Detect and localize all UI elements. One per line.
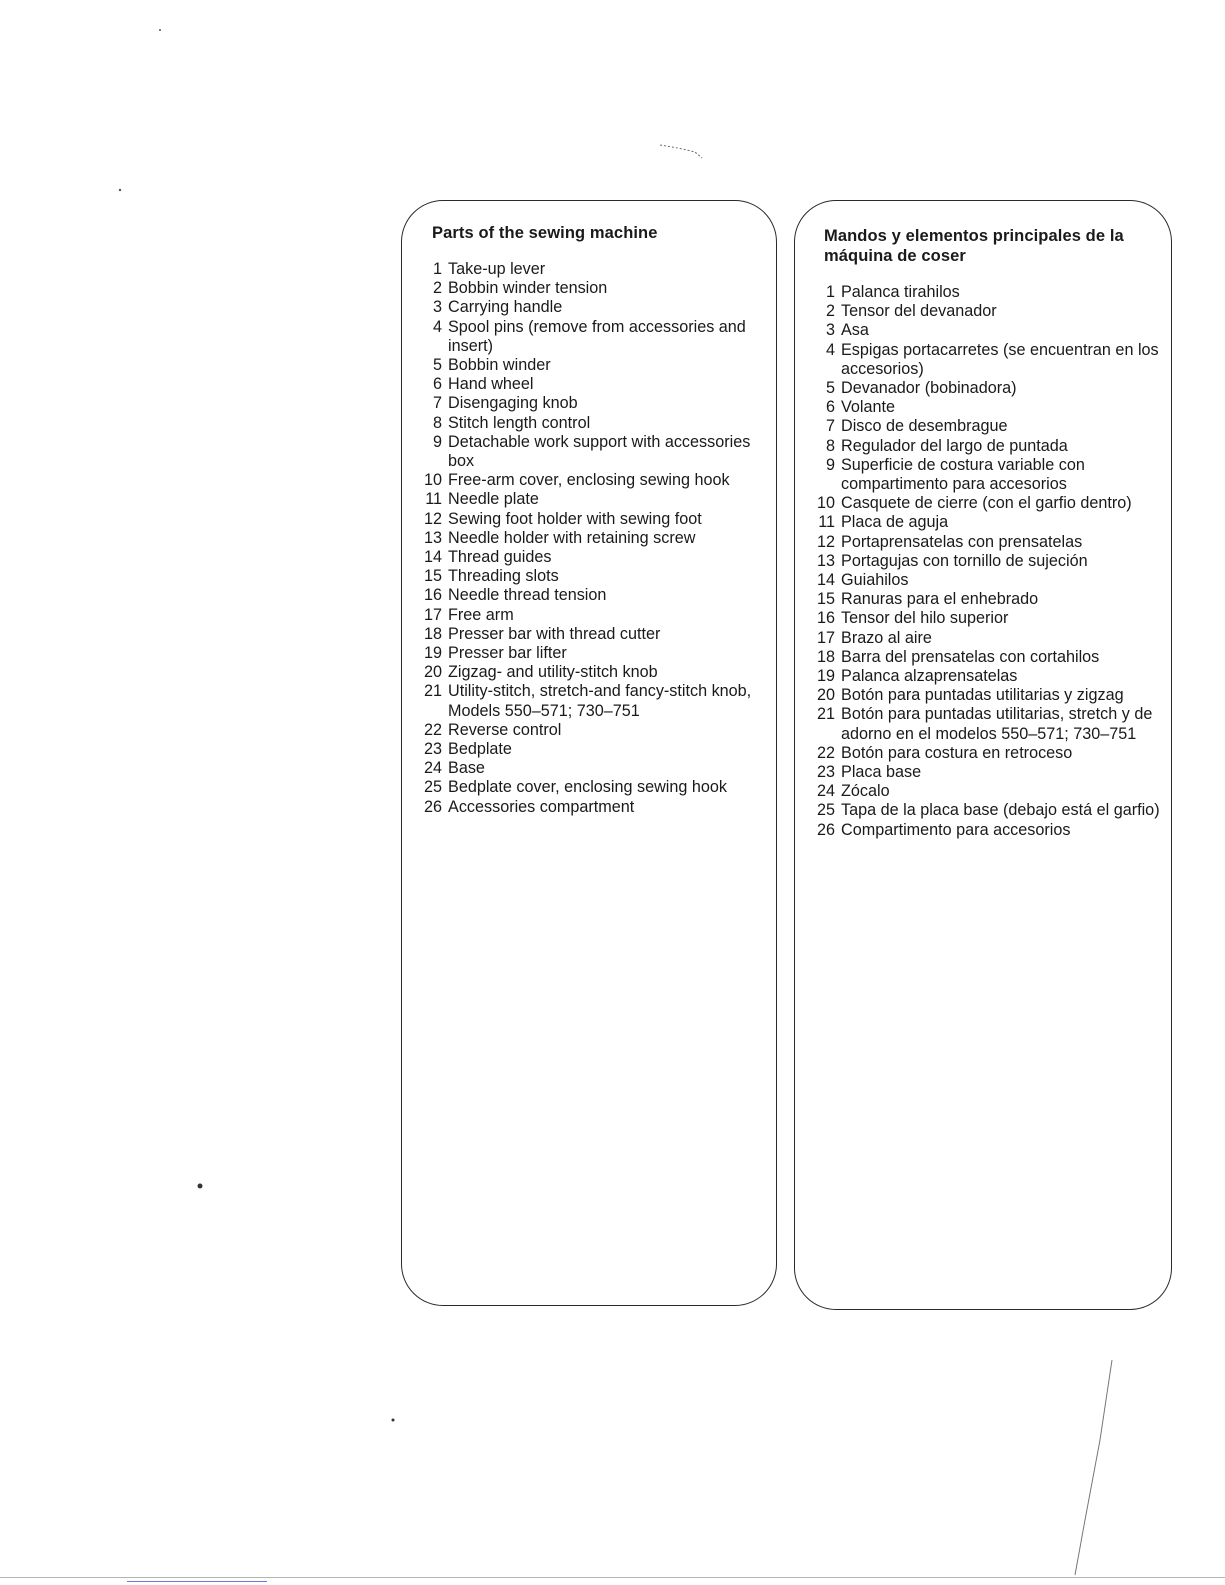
list-item xyxy=(424,394,764,413)
item-number: 25 xyxy=(424,778,443,797)
item-text: Spool pins (remove from accessories and insert) xyxy=(448,317,746,355)
english-panel-title: Parts of the sewing machine xyxy=(432,224,658,242)
item-number: 9 xyxy=(825,455,835,474)
item-number: 5 xyxy=(432,356,442,375)
list-item xyxy=(817,744,1167,763)
item-number: 16 xyxy=(817,609,836,628)
item-text: Disco de desembrague xyxy=(841,417,1008,436)
item-text: Asa xyxy=(841,321,869,340)
item-number: 24 xyxy=(817,782,836,801)
list-item xyxy=(424,548,764,567)
item-number: 18 xyxy=(424,624,443,643)
spanish-panel-title: Mandos y elementos principales de la máquina de coser xyxy=(824,227,1124,265)
item-number: 19 xyxy=(424,644,443,663)
scan-mark xyxy=(127,1581,267,1582)
list-item xyxy=(817,552,1167,571)
list-item xyxy=(424,625,764,644)
item-number: 11 xyxy=(818,513,835,532)
item-text: Tensor del devanador xyxy=(841,302,997,321)
item-number: 9 xyxy=(432,432,442,451)
item-text: Disengaging knob xyxy=(448,394,578,413)
item-text: Devanador (bobinadora) xyxy=(841,379,1017,398)
list-item xyxy=(424,510,764,529)
list-item xyxy=(817,283,1167,302)
item-number: 5 xyxy=(825,379,835,398)
item-text: Accessories compartment xyxy=(448,797,635,816)
item-text: Hand wheel xyxy=(448,375,534,394)
list-item xyxy=(817,648,1167,667)
item-number: 23 xyxy=(817,763,836,782)
list-item xyxy=(424,471,764,490)
item-text: Botón para puntadas utilitarias y zigzag xyxy=(841,686,1124,705)
item-text: Reverse control xyxy=(448,720,562,739)
list-item xyxy=(424,663,764,682)
item-number: 1 xyxy=(432,260,442,278)
item-number: 3 xyxy=(825,321,835,340)
item-text: Barra del prensatelas con cortahilos xyxy=(841,647,1100,666)
list-item xyxy=(817,379,1167,398)
item-text: Ranuras para el enhebrado xyxy=(841,590,1039,609)
item-text: Compartimento para accesorios xyxy=(841,820,1071,839)
item-text: Superficie de costura variable con compartimento para accesorios xyxy=(841,455,1085,494)
list-item xyxy=(424,529,764,548)
list-item xyxy=(424,606,764,625)
list-item xyxy=(817,417,1167,436)
list-item xyxy=(424,279,764,298)
list-item xyxy=(817,686,1167,705)
item-text: Needle thread tension xyxy=(448,586,607,605)
item-number: 16 xyxy=(424,586,443,605)
item-text: Zigzag- and utility-stitch knob xyxy=(448,663,658,682)
item-text: Zócalo xyxy=(841,782,890,801)
item-text: Bedplate cover, enclosing sewing hook xyxy=(448,778,727,797)
item-number: 17 xyxy=(424,605,443,624)
list-item xyxy=(817,705,1167,743)
item-text: Needle holder with retaining screw xyxy=(448,528,696,547)
item-text: Palanca alzaprensatelas xyxy=(841,667,1018,686)
list-item xyxy=(817,821,1167,840)
item-number: 26 xyxy=(817,820,836,839)
item-number: 21 xyxy=(424,682,443,701)
item-text: Presser bar lifter xyxy=(448,644,567,663)
spanish-parts-list xyxy=(817,283,1167,840)
list-item xyxy=(424,260,764,279)
item-number: 23 xyxy=(424,740,443,759)
item-text: Placa base xyxy=(841,763,922,782)
item-text: Volante xyxy=(841,398,896,417)
list-item xyxy=(424,721,764,740)
item-number: 14 xyxy=(817,571,836,590)
list-item xyxy=(424,298,764,317)
item-number: 10 xyxy=(424,471,443,490)
item-text: Botón para costura en retroceso xyxy=(841,743,1073,762)
item-text: Take-up lever xyxy=(448,260,546,278)
item-number: 4 xyxy=(432,317,442,336)
item-text: Bedplate xyxy=(448,740,512,759)
item-text: Carrying handle xyxy=(448,298,563,317)
list-item xyxy=(424,778,764,797)
list-item xyxy=(817,437,1167,456)
item-text: Threading slots xyxy=(448,567,559,586)
list-item xyxy=(817,513,1167,532)
item-text: Regulador del largo de puntada xyxy=(841,436,1068,455)
list-item xyxy=(817,782,1167,801)
item-number: 19 xyxy=(817,667,836,686)
list-item xyxy=(817,321,1167,340)
item-number: 6 xyxy=(825,398,835,417)
list-item xyxy=(817,494,1167,513)
item-text: Portaprensatelas con prensatelas xyxy=(841,532,1083,551)
list-item xyxy=(424,567,764,586)
list-item xyxy=(817,456,1167,494)
item-text: Free-arm cover, enclosing sewing hook xyxy=(448,471,730,490)
spanish-parts-panel xyxy=(794,200,1172,1310)
list-item xyxy=(424,759,764,778)
item-text: Tensor del hilo superior xyxy=(841,609,1009,628)
item-text: Espigas portacarretes (se encuentran en los accesorios) xyxy=(841,340,1159,378)
item-number: 26 xyxy=(424,797,443,816)
item-text: Bobbin winder tension xyxy=(448,279,608,298)
scan-edge-line xyxy=(0,1577,1225,1578)
item-number: 14 xyxy=(424,548,443,567)
item-number: 1 xyxy=(825,283,835,301)
list-item xyxy=(424,414,764,433)
item-text: Portagujas con tornillo de sujeción xyxy=(841,551,1088,570)
item-text: Presser bar with thread cutter xyxy=(448,624,661,643)
item-number: 7 xyxy=(432,394,442,413)
item-text: Needle plate xyxy=(448,490,539,509)
item-number: 20 xyxy=(817,686,836,705)
item-number: 21 xyxy=(817,705,836,724)
item-number: 7 xyxy=(825,417,835,436)
item-number: 2 xyxy=(825,302,835,321)
item-number: 3 xyxy=(432,298,442,317)
list-item xyxy=(817,302,1167,321)
item-text: Tapa de la placa base (debajo está el garfio) xyxy=(841,801,1160,820)
item-text: Stitch length control xyxy=(448,413,591,432)
item-text: Casquete de cierre (con el garfio dentro) xyxy=(841,494,1132,513)
english-parts-list xyxy=(424,260,764,817)
list-item xyxy=(424,682,764,720)
item-text: Placa de aguja xyxy=(841,513,949,532)
list-item xyxy=(817,667,1167,686)
list-item xyxy=(424,740,764,759)
item-number: 10 xyxy=(817,494,836,513)
item-number: 24 xyxy=(424,759,443,778)
item-number: 17 xyxy=(817,628,836,647)
item-number: 20 xyxy=(424,663,443,682)
item-text: Thread guides xyxy=(448,548,552,567)
item-number: 13 xyxy=(817,551,836,570)
item-number: 22 xyxy=(817,743,836,762)
item-text: Detachable work support with accessories box xyxy=(448,432,751,471)
list-item xyxy=(424,356,764,375)
item-number: 25 xyxy=(817,801,836,820)
english-parts-panel xyxy=(401,200,777,1306)
item-text: Base xyxy=(448,759,485,778)
item-number: 8 xyxy=(825,436,835,455)
item-number: 22 xyxy=(424,720,443,739)
list-item xyxy=(424,490,764,509)
item-number: 12 xyxy=(424,509,443,528)
item-text: Botón para puntadas utilitarias, stretch y de adorno en el modelos 550–571; 730–751 xyxy=(841,705,1153,743)
list-item xyxy=(424,433,764,471)
list-item xyxy=(817,398,1167,417)
item-number: 13 xyxy=(424,528,443,547)
item-text: Utility-stitch, stretch-and fancy-stitch knob, Models 550–571; 730–751 xyxy=(448,682,752,720)
item-number: 18 xyxy=(817,647,836,666)
list-item xyxy=(424,318,764,356)
list-item xyxy=(817,341,1167,379)
item-number: 15 xyxy=(424,567,443,586)
list-item xyxy=(817,609,1167,628)
item-number: 8 xyxy=(432,413,442,432)
item-number: 12 xyxy=(817,532,836,551)
list-item xyxy=(424,798,764,817)
item-text: Sewing foot holder with sewing foot xyxy=(448,509,702,528)
item-number: 11 xyxy=(425,490,442,509)
item-number: 2 xyxy=(432,279,442,298)
list-item xyxy=(424,644,764,663)
list-item xyxy=(817,590,1167,609)
list-item xyxy=(424,586,764,605)
item-number: 6 xyxy=(432,375,442,394)
item-text: Guiahilos xyxy=(841,571,909,590)
item-text: Free arm xyxy=(448,605,514,624)
item-text: Bobbin winder xyxy=(448,356,551,375)
item-number: 4 xyxy=(825,340,835,359)
list-item xyxy=(424,375,764,394)
list-item xyxy=(817,629,1167,648)
list-item xyxy=(817,763,1167,782)
list-item xyxy=(817,571,1167,590)
item-text: Palanca tirahilos xyxy=(841,283,960,301)
item-text: Brazo al aire xyxy=(841,628,932,647)
list-item xyxy=(817,801,1167,820)
item-number: 15 xyxy=(817,590,836,609)
list-item xyxy=(817,533,1167,552)
